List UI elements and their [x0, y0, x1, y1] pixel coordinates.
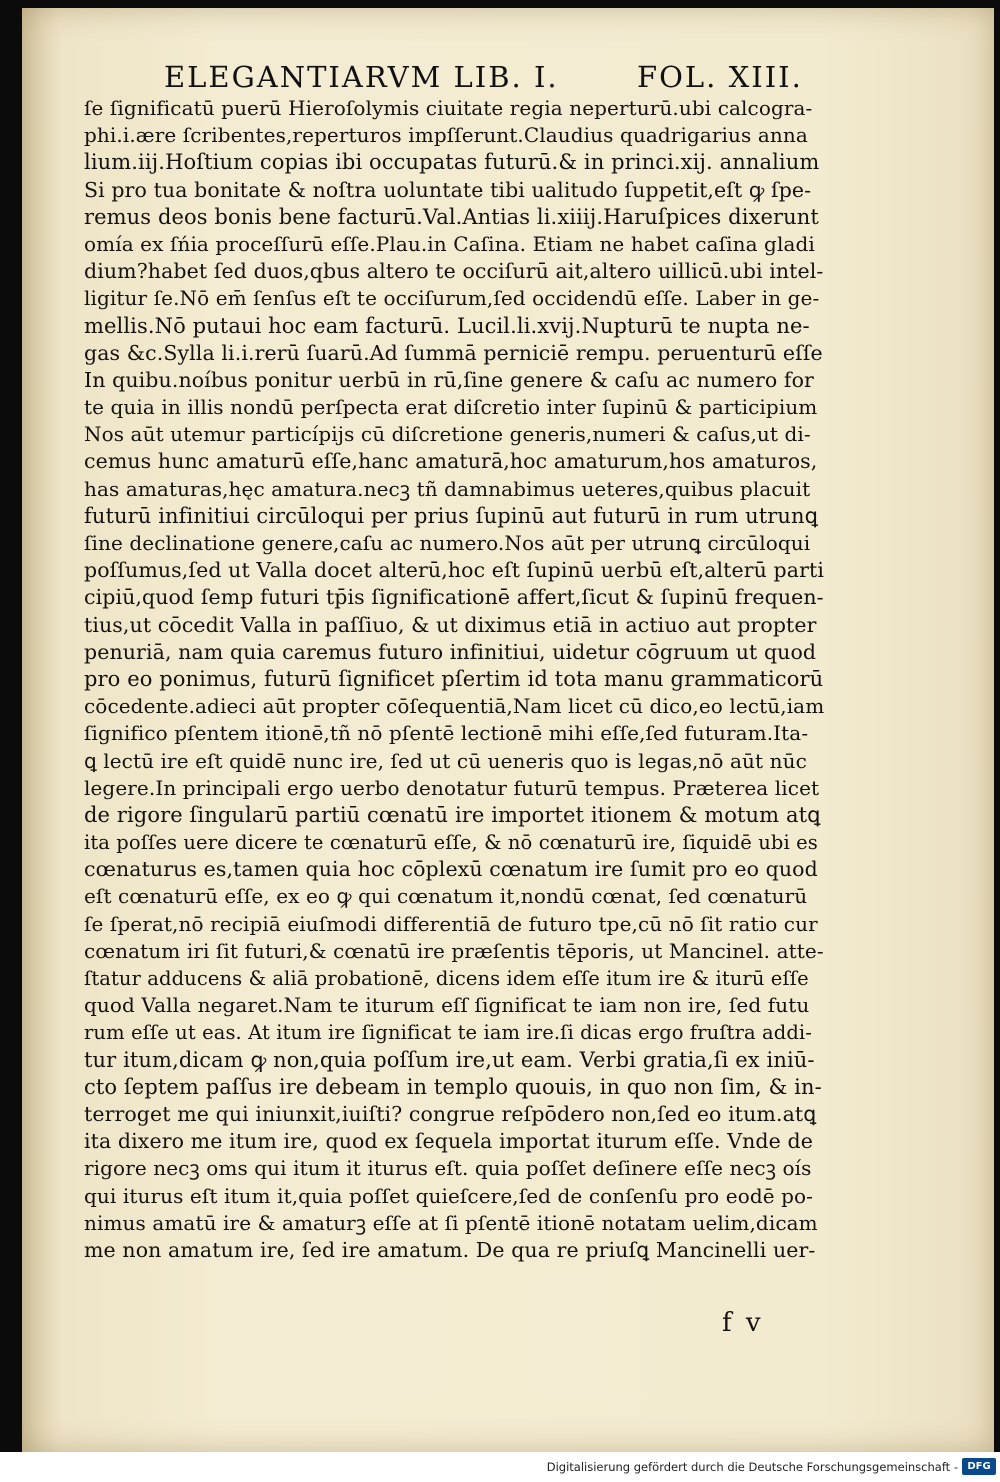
- book-page: [22, 8, 994, 1452]
- text-line: rum eſſe ut eas. At itum ire ſignificat te iam ire.ſi dicas ergo fruſtra addi-: [84, 1021, 812, 1045]
- text-line: ſine declinatione genere,caſu ac numero.Nos aūt per utrunꝗ circūloqui: [84, 531, 811, 555]
- text-line: has amaturas,hęc amatura.necꝫ tñ damnabimus ueteres,quibus placuit: [84, 476, 811, 501]
- text-line: phi.i.ære ſcribentes,reperturos impſſerunt.Claudius quadrigarius anna: [84, 123, 808, 148]
- text-line: ſtatur adducens & aliā probationē, dicens idem eſſe itum ire & iturū eſſe: [84, 967, 809, 990]
- text-line: legere.In principali ergo uerbo denotatur futurū tempus. Præterea licet: [84, 775, 820, 800]
- text-line: cipiū,quod ſemp futuri tp̄is ſignificationē affert,ſicut & ſupinū frequen-: [84, 585, 824, 610]
- text-line: te quia in illis nondū perſpecta erat diſcretio inter ſupinū & participium: [84, 395, 818, 420]
- text-line: poſſumus,ſed ut Valla docet alterū,hoc eſt ſupinū uerbū eſt,alterū parti: [84, 558, 824, 583]
- text-line: ita poſſes uere dicere te cœnaturū eſſe, & nō cœnaturū ire, ſiquidē ubi es: [84, 831, 818, 855]
- text-line: tur itum,dicam ꝙ non,quia poſſum ire,ut eam. Verbi gratia,ſi ex iniū-: [84, 1047, 815, 1072]
- text-line: cœnatum iri ſit futuri,& cœnatū ire præſentis tēporis, ut Mancinel. atte-: [84, 938, 824, 963]
- body-text: [84, 95, 824, 1264]
- text-line: gas &c.Sylla li.i.rerū ſuarū.Ad ſummā perniciē rempu. peruenturū eſſe: [84, 340, 823, 365]
- text-line: nimus amatū ire & amaturꝫ eſſe at ſi pſentē itionē notatam uelim,dicam: [84, 1210, 818, 1235]
- text-line: futurū infinitiui circūloqui per prius ſupinū aut futurū in rum utrunꝗ: [84, 503, 819, 528]
- folio-number: FOL. XIII.: [637, 60, 803, 94]
- text-line: mellis.Nō putaui hoc eam facturū. Lucil.li.xvij.Nupturū te nupta ne-: [84, 313, 810, 338]
- running-header: [142, 60, 803, 100]
- text-line: cœnaturus es,tamen quia hoc cōplexū cœnatum ire ſumit pro eo quod: [84, 857, 818, 882]
- text-line: penuriā, nam quia caremus futuro infinitiui, uidetur cōgruum ut quod: [84, 639, 817, 664]
- text-line: quod Valla negaret.Nam te iturum eſſ ſignificat te iam non ire, ſed futu: [84, 993, 810, 1018]
- digitization-footer: [0, 1452, 1000, 1482]
- text-line: lium.iij.Hoſtium copias ibi occupatas futurū.& in princi.xij. annalium: [84, 150, 820, 175]
- text-line: de rigore ſingularū partiū cœnatū ire importet itionem & motum atꝗ: [84, 802, 821, 827]
- text-line: ita dixero me itum ire, quod ex ſequela importat iturum eſſe. Vnde de: [84, 1129, 813, 1154]
- text-line: Si pro tua bonitate & noſtra uoluntate tibi ualitudo ſuppetit,eſt ꝙ ſpe-: [84, 177, 812, 202]
- text-line: Nos aūt utemur particípijs cū diſcretione generis,numeri & caſus,ut di-: [84, 422, 811, 447]
- text-line: pro eo ponimus, futurū ſignificet pſertim id tota manu grammaticorū: [84, 666, 824, 691]
- text-line: cōcedente.adieci aūt propter cōſequentiā,Nam licet cū dico,eo lectū,iam: [84, 694, 824, 719]
- text-line: dium?habet ſed duos,qbus altero te occiſurū ait,altero uillicū.ubi intel-: [84, 259, 824, 284]
- text-line: me non amatum ire, ſed ire amatum. De qua re priuſꝗ Mancinelli uer-: [84, 1237, 816, 1262]
- text-line: ſignifico pſentem itionē,tñ nō pſentē lectionē mihi eſſe,ſed futuram.Ita-: [84, 721, 809, 746]
- signature-mark: f v: [722, 1308, 764, 1338]
- text-line: cto ſeptem paſſus ire debeam in templo quouis, in quo non ſim, & in-: [84, 1074, 822, 1099]
- funding-credit: Digitalisierung gefördert durch die Deutsche Forschungsgemeinschaft -: [546, 1460, 958, 1474]
- text-line: remus deos bonis bene facturū.Val.Antias li.xiiij.Haruſpices dixerunt: [84, 204, 819, 229]
- text-line: terroget me qui iniunxit,iuiſti? congrue reſpōdero non,ſed eo itum.atꝗ: [84, 1101, 817, 1126]
- running-title: ELEGANTIARVM LIB. I.: [164, 60, 559, 94]
- text-line: ꝗ lectū ire eſt quidē nunc ire, ſed ut cū ueneris quo is legas,nō aūt nūc: [84, 748, 807, 773]
- text-line: rigore necꝫ oms qui itum it iturus eſt. quia poſſet deſinere eſſe necꝫ oís: [84, 1156, 812, 1181]
- text-line: omía ex ſńia proceſſurū eſſe.Plau.in Caſina. Etiam ne habet caſina gladi: [84, 231, 815, 256]
- text-line: ligitur ſe.Nō em̄ ſenſus eſt te occiſurum,ſed occidendū eſſe. Laber in ge-: [84, 286, 820, 311]
- text-line: cemus hunc amaturū eſſe,hanc amaturā,hoc amaturum,hos amaturos,: [84, 449, 818, 474]
- text-line: ſe ſignificatū puerū Hieroſolymis ciuitate regia neperturū.ubi calcogra-: [84, 96, 813, 120]
- dfg-logo: DFG: [962, 1458, 996, 1475]
- text-line: qui iturus eſt itum it,quia poſſet quieſcere,ſed de conſenſu pro eodē po-: [84, 1183, 814, 1208]
- text-line: In quibu.noíbus ponitur uerbū in rū,ſine genere & caſu ac numero for: [84, 367, 814, 392]
- text-line: eſt cœnaturū eſſe, ex eo ꝙ qui cœnatum it,nondū cœnat, ſed cœnaturū: [84, 884, 808, 909]
- text-line: tius,ut cōcedit Valla in paſſiuo, & ut diximus etiā in actiuo aut propter: [84, 612, 817, 637]
- text-line: ſe ſperat,nō recipiā eiuſmodi differentiā de futuro tpe,cū nō ſit ratio cur: [84, 911, 818, 936]
